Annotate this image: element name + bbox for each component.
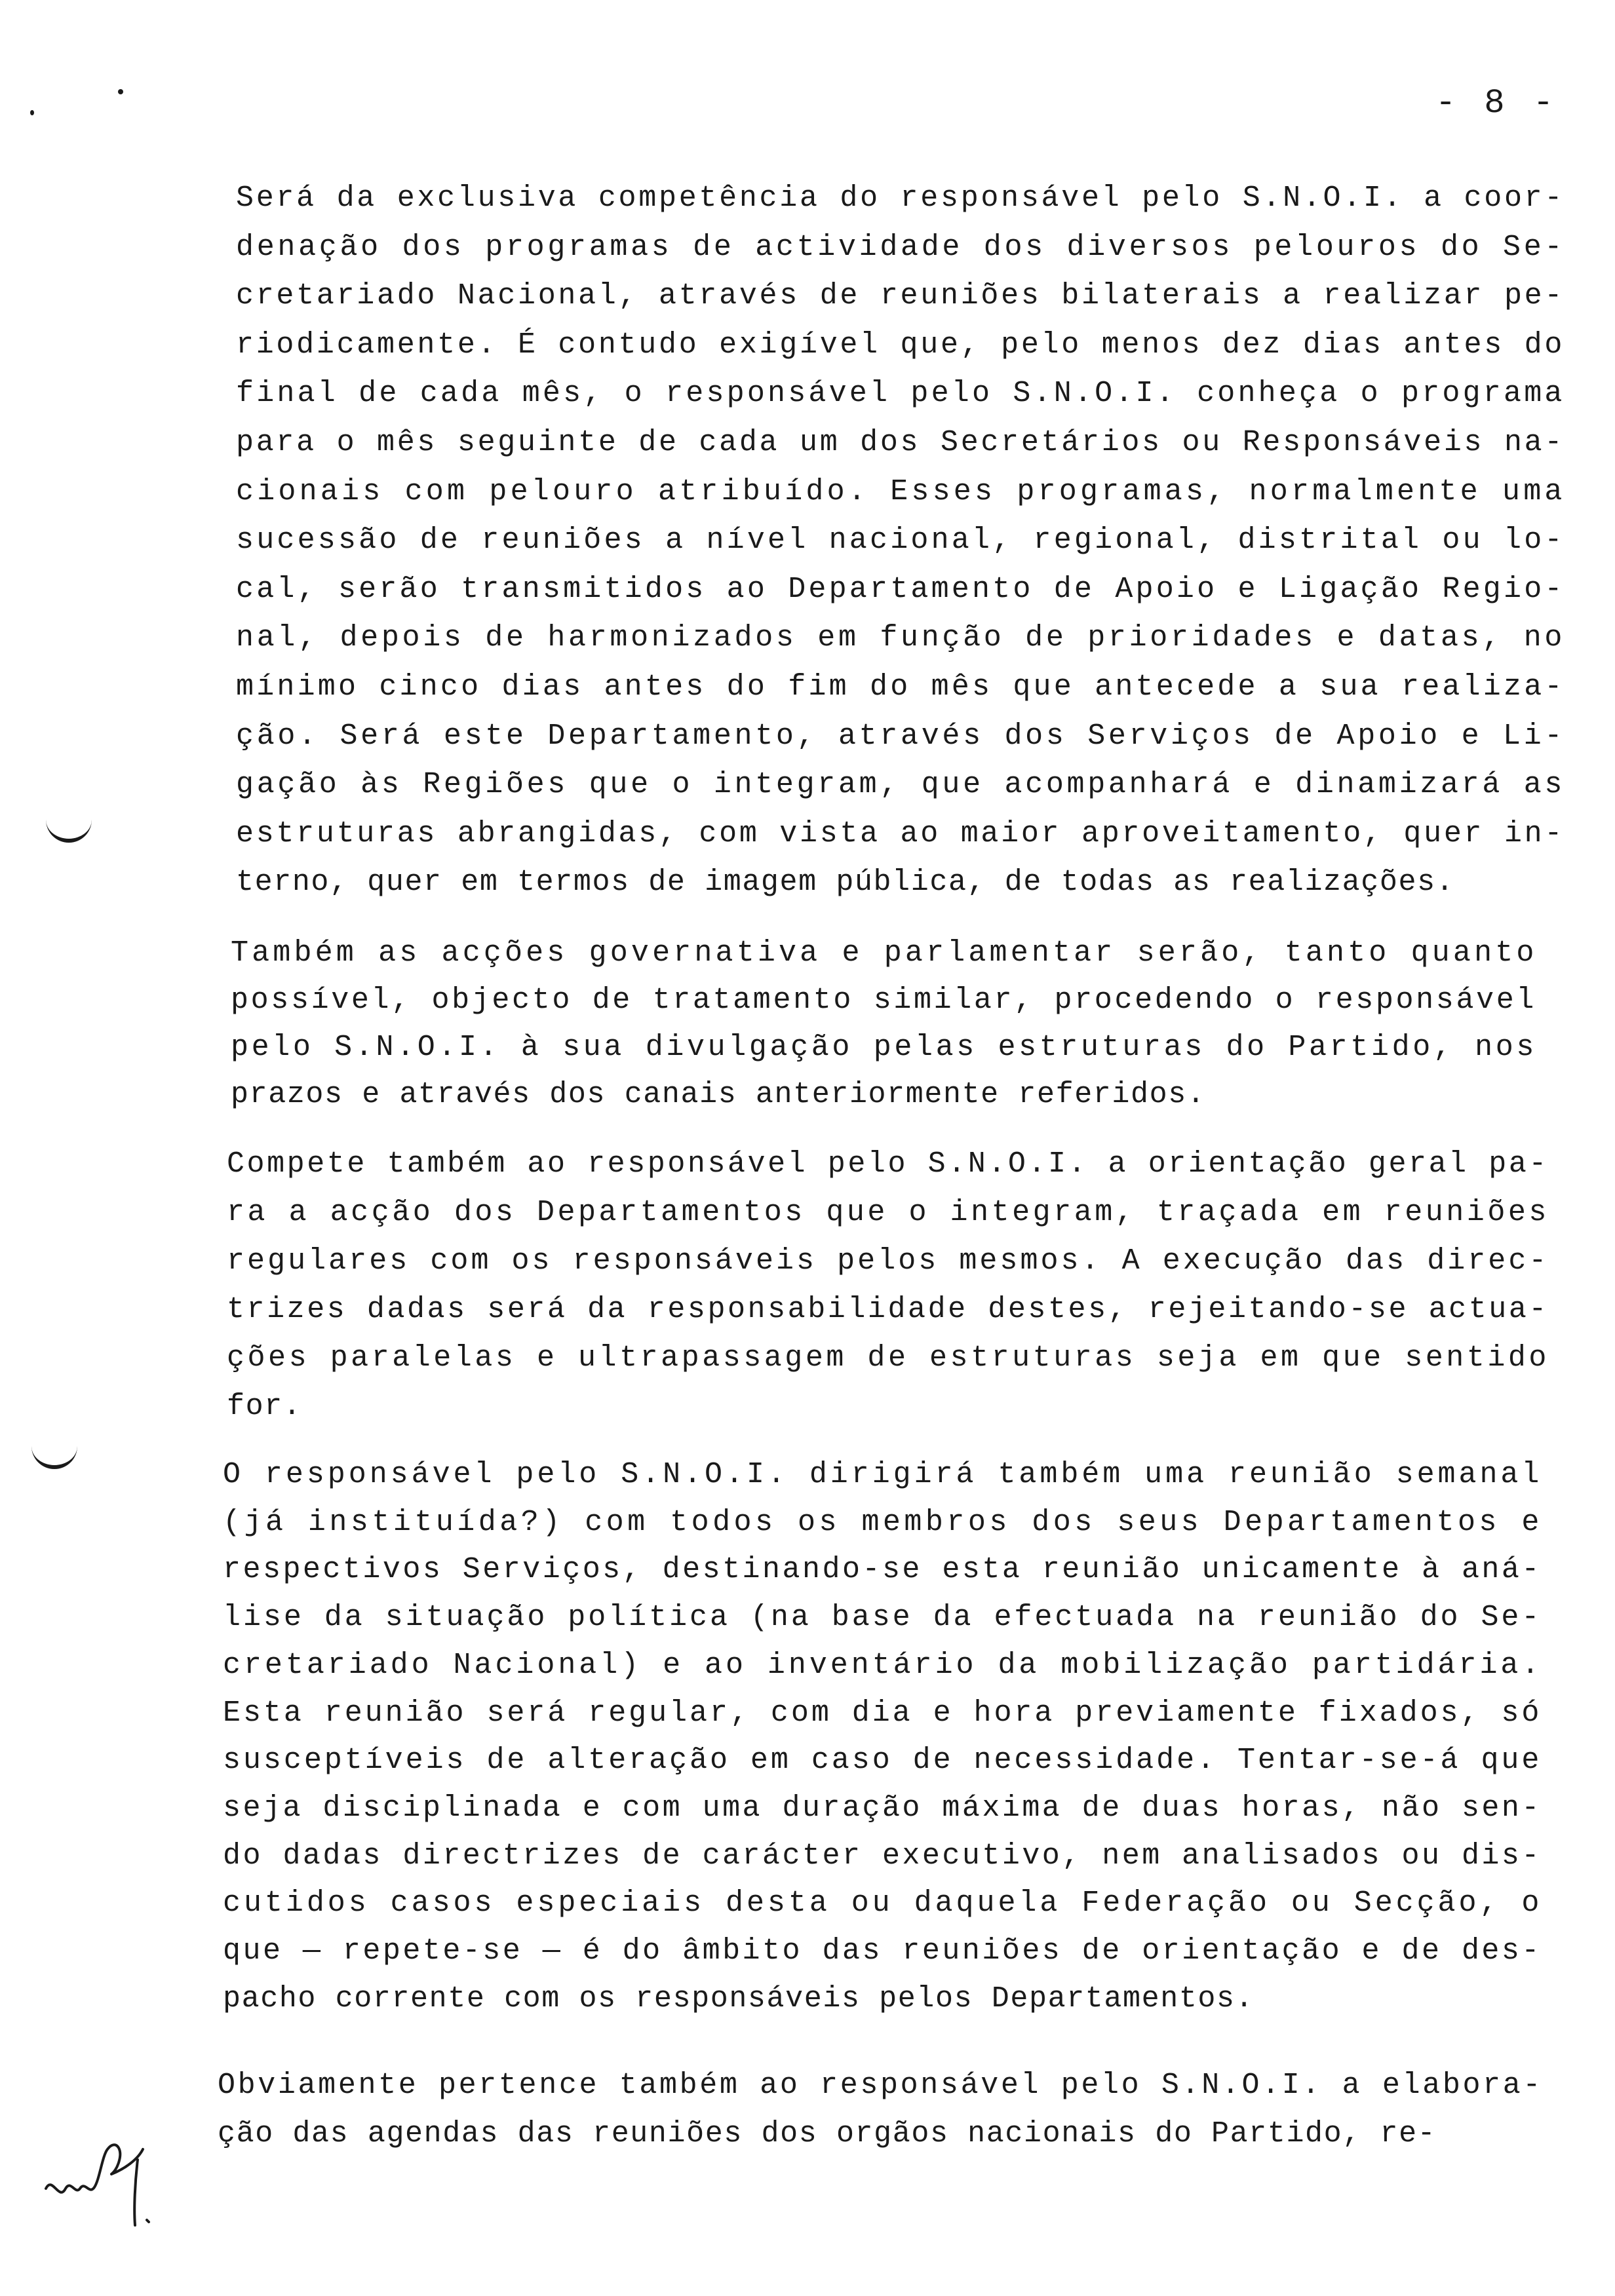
text-line: (já instituída?) com todos os membros dos seus Departamentos e — [223, 1506, 1543, 1539]
text-line: gação às Regiões que o integram, que acompanhará e dinamizará as — [236, 768, 1566, 801]
text-line: Será da exclusiva competência do responsável pelo S.N.O.I. a coor- — [236, 182, 1565, 215]
text-line: cionais com pelouro atribuído. Esses programas, normalmente uma — [236, 475, 1566, 508]
text-line: cretariado Nacional, através de reuniões bilaterais a realizar pe- — [236, 279, 1565, 313]
text-line: lise da situação política (na base da efectuada na reunião do Se- — [223, 1601, 1542, 1634]
text-line: trizes dadas será da responsabilidade destes, rejeitando-se actua- — [227, 1293, 1549, 1326]
text-line: cal, serão transmitidos ao Departamento de Apoio e Ligação Regio- — [236, 573, 1565, 606]
text-line: cutidos casos especiais desta ou daquela Federação ou Secção, o — [223, 1886, 1543, 1920]
text-line: Também as acções governativa e parlamentar serão, tanto quanto — [231, 936, 1538, 970]
text-line: seja disciplinada e com uma duração máxima de duas horas, não sen- — [223, 1791, 1542, 1825]
page-number: - 8 - — [1435, 84, 1558, 123]
text-line: susceptíveis de alteração em caso de necessidade. Tentar-se-á que — [223, 1744, 1542, 1777]
text-line: terno, quer em termos de imagem pública, de todas as realizações. — [236, 866, 1455, 899]
text-line: ra a acção dos Departamentos que o integram, traçada em reuniões — [227, 1196, 1549, 1229]
punch-hole-mark — [46, 813, 92, 843]
text-line: prazos e através dos canais anteriormente referidos. — [231, 1078, 1206, 1111]
text-line: Compete também ao responsável pelo S.N.O.I. a orientação geral pa- — [227, 1147, 1549, 1181]
text-line: ção das agendas das reuniões dos orgãos nacionais do Partido, re- — [218, 2117, 1437, 2151]
text-line: sucessão de reuniões a nível nacional, regional, distrital ou lo- — [236, 524, 1565, 557]
text-line: denação dos programas de actividade dos diversos pelouros do Se- — [236, 231, 1566, 264]
scan-speck — [30, 110, 34, 115]
text-line: possível, objecto de tratamento similar, procedendo o responsável — [231, 984, 1537, 1017]
text-line: do dadas directrizes de carácter executivo, nem analisados ou dis- — [223, 1839, 1542, 1873]
text-line: mínimo cinco dias antes do fim do mês que antecede a sua realiza- — [236, 670, 1565, 704]
punch-hole-mark — [31, 1439, 77, 1469]
text-line: estruturas abrangidas, com vista ao maior aproveitamento, quer in- — [236, 817, 1565, 851]
text-line: para o mês seguinte de cada um dos Secretários ou Responsáveis na- — [236, 426, 1565, 459]
text-line: Esta reunião será regular, com dia e hora previamente fixados, só — [223, 1696, 1542, 1730]
text-line: regulares com os responsáveis pelos mesmos. A execução das direc- — [227, 1244, 1549, 1278]
text-line: ções paralelas e ultrapassagem de estruturas seja em que sentido — [227, 1341, 1549, 1375]
text-line: que — repete-se — é do âmbito das reuniões de orientação e de des- — [223, 1934, 1542, 1968]
text-line: ção. Será este Departamento, através dos Serviços de Apoio e Li- — [236, 719, 1566, 753]
text-line: for. — [227, 1390, 302, 1423]
text-line: cretariado Nacional) e ao inventário da mobilização partidária. — [223, 1649, 1543, 1682]
text-line: Obviamente pertence também ao responsável pelo S.N.O.I. a elabora- — [218, 2069, 1544, 2102]
text-line: respectivos Serviços, destinando-se esta reunião unicamente à aná- — [223, 1553, 1542, 1586]
text-line: O responsável pelo S.N.O.I. dirigirá também uma reunião semanal — [223, 1458, 1543, 1491]
text-line: pacho corrente com os responsáveis pelos Departamentos. — [223, 1982, 1255, 2016]
text-line: pelo S.N.O.I. à sua divulgação pelas estruturas do Partido, nos — [231, 1031, 1538, 1064]
text-line: riodicamente. É contudo exigível que, pelo menos dez dias antes do — [236, 328, 1565, 362]
handwritten-initials — [39, 2097, 157, 2228]
scan-speck — [118, 89, 123, 94]
text-line: final de cada mês, o responsável pelo S.N.O.I. conheça o programa — [236, 377, 1565, 410]
text-line: nal, depois de harmonizados em função de prioridades e datas, no — [236, 621, 1566, 655]
